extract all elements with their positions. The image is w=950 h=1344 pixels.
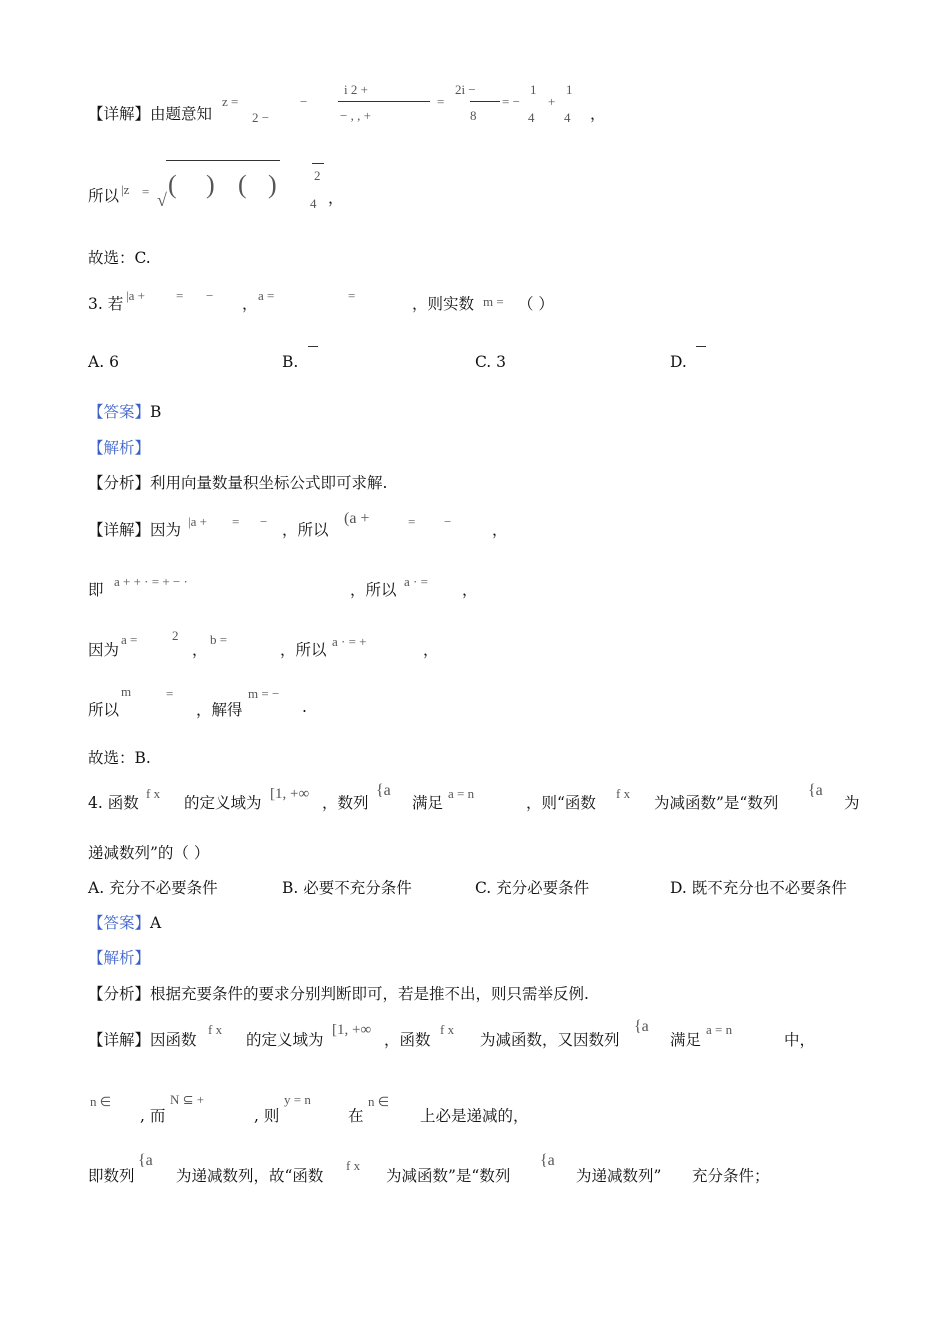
- math-fragment: 2i −: [455, 82, 476, 97]
- math-fragment: = −: [502, 94, 520, 109]
- math-fragment: a = n: [448, 786, 475, 801]
- analysis-label: 【解析】: [88, 949, 151, 967]
- analysis-tag: 【分析】: [88, 985, 151, 1003]
- math-fragment: a = n: [706, 1022, 733, 1037]
- math-fragment: a · =: [404, 574, 428, 589]
- math-fragment: f x: [440, 1022, 455, 1037]
- answer-label: 【答案】: [88, 914, 151, 932]
- paren-right: ): [268, 170, 277, 199]
- math-fragment: 1: [530, 82, 537, 97]
- math-fragment: =: [437, 94, 445, 109]
- detail-line-z: [88, 102, 212, 124]
- detail-label: 【详解】: [88, 521, 151, 539]
- detail-text: ，所以: [280, 641, 327, 659]
- answer-3: [88, 400, 161, 422]
- math-fragment: z =: [222, 94, 239, 109]
- math-fragment: =: [348, 288, 356, 303]
- comma: ，: [328, 189, 344, 207]
- math-fragment: [1, +∞: [270, 786, 310, 802]
- math-fragment: f x: [346, 1158, 361, 1173]
- question-text: 为减函数”是“数列: [654, 794, 779, 812]
- analysis-tag: 【分析】: [88, 474, 151, 492]
- detail-text: 的定义域为: [246, 1031, 324, 1049]
- math-fragment: |a +: [188, 514, 207, 529]
- question-text: 的定义域为: [184, 794, 262, 812]
- comma: ，: [423, 641, 439, 659]
- math-fragment: f x: [208, 1022, 223, 1037]
- math-fragment: 4: [528, 110, 535, 125]
- option-d: D. 既不充分也不必要条件: [670, 879, 847, 897]
- option-b-fraction-bar: [308, 346, 318, 347]
- detail-3-line-4: [88, 698, 119, 720]
- math-fragment: |z: [121, 182, 130, 197]
- paren-left: (: [168, 170, 177, 199]
- comma: ，: [242, 295, 258, 313]
- math-fragment: 4: [310, 196, 317, 211]
- comma: ，: [192, 641, 208, 659]
- detail-text: 中，: [784, 1031, 816, 1049]
- math-fragment: 2: [314, 168, 321, 183]
- math-fragment: 4: [564, 110, 571, 125]
- math-fragment: |a +: [126, 288, 145, 303]
- detail-text: ，所以: [350, 581, 397, 599]
- sqrt-bar: [166, 160, 280, 161]
- detail-4-line-1: [88, 1028, 197, 1050]
- conclusion-c: 故选：C.: [88, 249, 151, 267]
- paren-right: ): [206, 170, 215, 199]
- question-text: 满足: [412, 794, 444, 812]
- math-fragment: 1: [566, 82, 573, 97]
- math-fragment: a + + · = + − ·: [114, 574, 188, 589]
- analysis-text: 根据充要条件的要求分别判断即可，若是推不出，则只需举反例.: [150, 985, 589, 1003]
- math-fragment: a =: [258, 288, 275, 303]
- question-text: ，数列: [322, 794, 369, 812]
- math-fragment: (a +: [344, 510, 370, 527]
- option-c: C. 3: [475, 353, 507, 371]
- answer-value: A: [150, 914, 162, 932]
- analysis-4: [88, 982, 589, 1004]
- math-fragment: {a: [376, 782, 391, 799]
- question-4-stem: [88, 791, 139, 813]
- sqrt-bar: [312, 163, 324, 164]
- detail-text: 为减函数”是“数列: [386, 1167, 511, 1185]
- question-text: 为: [844, 794, 860, 812]
- math-fragment: {a: [540, 1152, 555, 1169]
- math-fragment: {a: [138, 1152, 153, 1169]
- fraction-bar: [338, 101, 430, 102]
- detail-3-line-2: [88, 578, 104, 600]
- option-b: B.: [282, 353, 299, 371]
- math-fragment: 2 −: [252, 110, 270, 125]
- math-fragment: 8: [470, 108, 477, 123]
- detail-label: 【详解】: [88, 105, 151, 123]
- math-fragment: 2: [172, 628, 179, 643]
- analysis-text: 利用向量数量积坐标公式即可求解.: [150, 474, 388, 492]
- math-fragment: =: [176, 288, 184, 303]
- detail-text: 为递减数列”: [576, 1167, 662, 1185]
- analysis-3: [88, 471, 387, 493]
- detail-text: 因函数: [150, 1031, 197, 1049]
- math-fragment: a =: [121, 632, 138, 647]
- detail-text: 上必是递减的，: [420, 1107, 529, 1125]
- math-fragment: i 2 +: [344, 82, 368, 97]
- option-a: A. 6: [88, 353, 119, 371]
- math-fragment: =: [166, 686, 174, 701]
- detail-line-modulus: [88, 184, 119, 206]
- detail-text: 所以: [88, 187, 120, 205]
- math-fragment: b =: [210, 632, 228, 647]
- math-fragment: −: [260, 514, 268, 529]
- math-fragment: m: [121, 684, 132, 699]
- comma: ，: [462, 581, 478, 599]
- question-4-stem-line-2: 递减数列”的（ ）: [88, 844, 210, 862]
- answer-value: B: [150, 403, 162, 421]
- detail-4-line-3: [88, 1164, 135, 1186]
- detail-text: 因为: [88, 641, 120, 659]
- answer-paren: （ ）: [518, 295, 554, 313]
- option-c: C. 充分必要条件: [475, 879, 590, 897]
- detail-3-line-1: [88, 518, 181, 540]
- fraction-bar: [470, 101, 500, 102]
- question-3-stem: [88, 292, 123, 314]
- sqrt-sign: √: [157, 190, 167, 210]
- math-fragment: =: [232, 514, 240, 529]
- detail-text: ，解得: [196, 701, 243, 719]
- math-fragment: m =: [483, 294, 504, 309]
- detail-text: 充分条件；: [692, 1167, 770, 1185]
- option-a: A. 充分不必要条件: [88, 879, 218, 897]
- question-text: ，则实数: [412, 295, 475, 313]
- option-d-fraction-bar: [696, 346, 706, 347]
- option-b: B. 必要不充分条件: [282, 879, 412, 897]
- detail-text: 因为: [150, 521, 182, 539]
- detail-text: ，函数: [384, 1031, 431, 1049]
- detail-text: ，所以: [282, 521, 329, 539]
- math-fragment: n ∈: [90, 1094, 112, 1109]
- detail-text: , 而: [140, 1107, 166, 1125]
- detail-text: 满足: [670, 1031, 702, 1049]
- paren-left: (: [238, 170, 247, 199]
- analysis-label: 【解析】: [88, 439, 151, 457]
- math-fragment: f x: [616, 786, 631, 801]
- question-text: 函数: [107, 794, 139, 812]
- math-fragment: =: [408, 514, 416, 529]
- detail-text: 为减函数，又因数列: [480, 1031, 620, 1049]
- question-text: ，则“函数: [526, 794, 596, 812]
- detail-text: 由题意知: [150, 105, 213, 123]
- math-fragment: m = −: [248, 686, 280, 701]
- period: .: [302, 698, 307, 716]
- detail-text: 即: [88, 581, 104, 599]
- detail-label: 【详解】: [88, 1031, 151, 1049]
- math-fragment: +: [548, 94, 556, 109]
- math-fragment: N ⊆ +: [170, 1092, 205, 1107]
- answer-label: 【答案】: [88, 403, 151, 421]
- math-fragment: f x: [146, 786, 161, 801]
- answer-4: [88, 911, 161, 933]
- math-fragment: {a: [808, 782, 823, 799]
- comma: ，: [590, 105, 606, 123]
- math-fragment: y = n: [284, 1092, 311, 1107]
- math-fragment: n ∈: [368, 1094, 390, 1109]
- math-fragment: − , , +: [340, 108, 371, 123]
- detail-text: 在: [348, 1107, 364, 1125]
- detail-3-line-3: [88, 638, 119, 660]
- math-fragment: =: [142, 184, 150, 199]
- detail-text: , 则: [254, 1107, 280, 1125]
- math-fragment: {a: [634, 1018, 649, 1035]
- question-number: 3.: [88, 295, 103, 313]
- detail-text: 为递减数列，故“函数: [176, 1167, 324, 1185]
- detail-text: 即数列: [88, 1167, 135, 1185]
- question-number: 4.: [88, 794, 103, 812]
- option-d: D.: [670, 353, 687, 371]
- math-fragment: −: [206, 288, 214, 303]
- detail-text: 所以: [88, 701, 120, 719]
- conclusion-b: 故选：B.: [88, 749, 151, 767]
- math-fragment: −: [300, 94, 308, 109]
- question-text: 若: [107, 295, 124, 313]
- math-fragment: a · = +: [332, 634, 367, 649]
- math-fragment: [1, +∞: [332, 1022, 372, 1038]
- comma: ，: [492, 521, 508, 539]
- math-fragment: −: [444, 514, 452, 529]
